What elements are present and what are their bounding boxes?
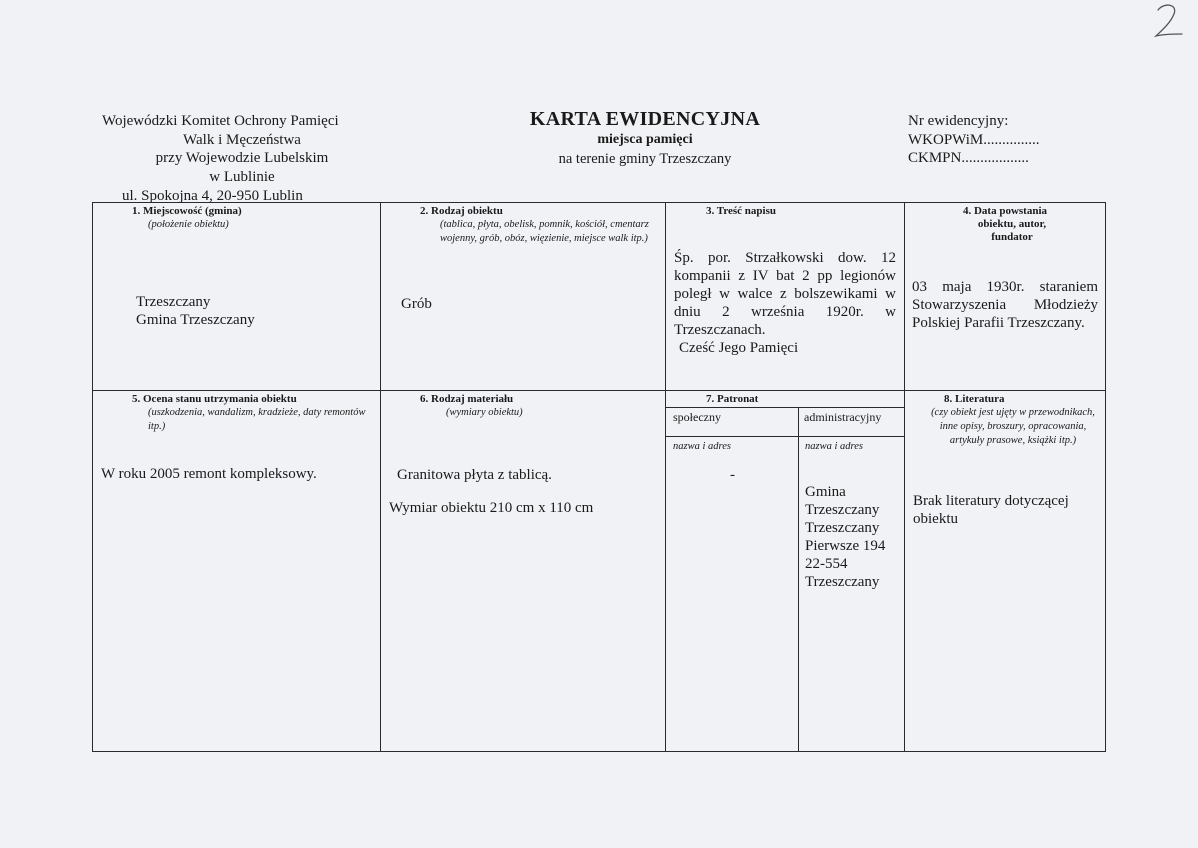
patronage-social-hint: nazwa i adres bbox=[673, 441, 731, 452]
registration-line: CKMPN.................. bbox=[908, 150, 1029, 166]
locality: Trzeszczany bbox=[136, 294, 211, 310]
section-2-hint: (tablica, płyta, obelisk, pomnik, kościół, cmentarz wojenny, grób, obóz, więzienie, miejsce walk itp.) bbox=[440, 219, 649, 244]
address-line: Trzeszczany bbox=[805, 574, 880, 590]
patronage-admin-hint: nazwa i adres bbox=[805, 441, 863, 452]
address-line: Trzeszczany bbox=[805, 502, 880, 518]
section-1-value bbox=[136, 293, 255, 329]
patronage-admin-header: administracyjny bbox=[804, 410, 882, 424]
document-subtitle: miejsca pamięci bbox=[597, 132, 693, 147]
section-4-title-line: fundator bbox=[991, 231, 1033, 243]
section-8-hint: (czy obiekt jest ujęty w przewodnikach, inne opisy, broszury, opracowania, artykuły prasowe, książki itp.) bbox=[931, 407, 1095, 446]
org-line: w Lublinie bbox=[209, 168, 275, 185]
section-2-title: 2. Rodzaj obiektu bbox=[420, 205, 503, 217]
creation-date-value: 03 maja 1930r. staraniem Stowarzyszenia Młodzieży Polskiej Parafii Trzeszczany. bbox=[912, 279, 1098, 331]
section-8-title: 8. Literatura bbox=[944, 393, 1005, 405]
address-line: 22-554 bbox=[805, 556, 848, 572]
patronage-admin-value bbox=[805, 483, 885, 591]
material-value: Granitowa płyta z tablicą. bbox=[397, 467, 552, 483]
document-title: KARTA EWIDENCYJNA bbox=[529, 108, 761, 130]
org-line: ul. Spokojna 4, 20-950 Lublin bbox=[122, 188, 303, 204]
section-5-title: 5. Ocena stanu utrzymania obiektu bbox=[132, 393, 297, 405]
object-type-value: Grób bbox=[401, 296, 432, 312]
inscription-closing: Cześć Jego Pamięci bbox=[679, 340, 799, 356]
section-1-title: 1. Miejscowość (gmina) bbox=[132, 205, 242, 217]
address-line: Pierwsze 194 bbox=[805, 538, 886, 554]
section-4-title-line: 4. Data powstania bbox=[962, 205, 1048, 217]
address-line: Gmina bbox=[805, 484, 846, 500]
org-line: przy Wojewodzie Lubelskim bbox=[155, 150, 329, 166]
registration-line: Nr ewidencyjny: bbox=[908, 113, 1009, 129]
section-1-hint: (położenie obiektu) bbox=[148, 219, 229, 230]
org-line: Walk i Męczeństwa bbox=[183, 131, 301, 148]
section-5-hint: (uszkodzenia, wandalizm, kradzieże, daty remontów itp.) bbox=[148, 407, 366, 432]
section-4-title bbox=[912, 205, 1098, 244]
section-6-hint: (wymiary obiektu) bbox=[446, 407, 523, 418]
document-subtitle-area: na terenie gminy Trzeszczany bbox=[558, 151, 732, 167]
literature-value: Brak literatury dotyczącej obiektu bbox=[913, 493, 1069, 527]
patronage-social-header: społeczny bbox=[673, 410, 721, 424]
section-7-title: 7. Patronat bbox=[706, 393, 759, 405]
condition-value: W roku 2005 remont kompleksowy. bbox=[101, 466, 317, 482]
municipality: Gmina Trzeszczany bbox=[136, 312, 255, 328]
section-3-title: 3. Treść napisu bbox=[706, 205, 776, 217]
org-line: Wojewódzki Komitet Ochrony Pamięci bbox=[102, 113, 339, 129]
address-line: Trzeszczany bbox=[805, 520, 880, 536]
patronage-social-value: - bbox=[730, 467, 735, 483]
registration-line: WKOPWiM............... bbox=[908, 131, 1040, 148]
dimensions-value: Wymiar obiektu 210 cm x 110 cm bbox=[389, 500, 594, 516]
section-6-title: 6. Rodzaj materiału bbox=[420, 393, 514, 405]
section-4-title-line: obiektu, autor, bbox=[977, 218, 1047, 230]
inscription-text: Śp. por. Strzałkowski dow. 12 kompanii z IV bat 2 pp legionów poległ w walce z bolszewikami w dniu 2 września 1920r. w Trzeszczanach. bbox=[674, 250, 896, 338]
